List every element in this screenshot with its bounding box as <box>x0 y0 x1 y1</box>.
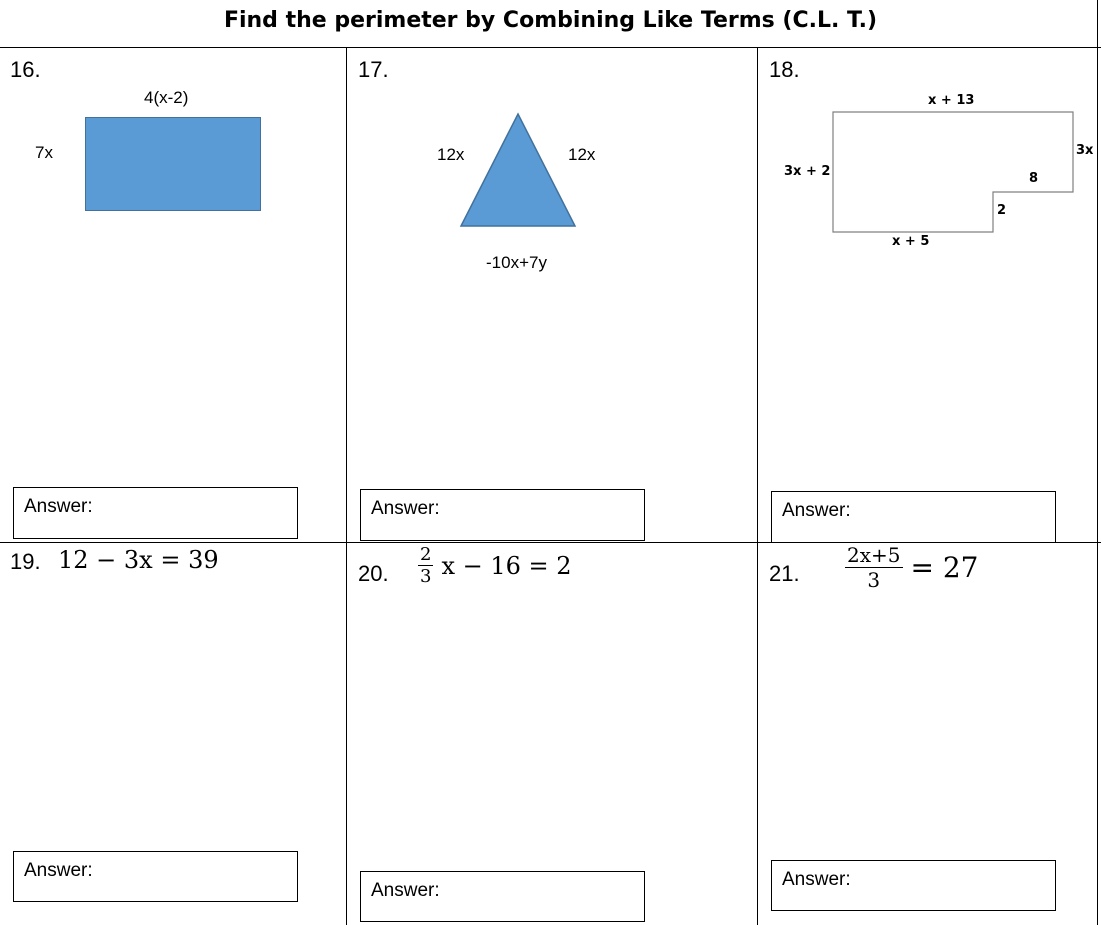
rectangle-left-label: 7x <box>35 143 53 162</box>
column-divider-2 <box>757 47 758 925</box>
l-shape-right-label: 3x <box>1076 143 1094 158</box>
rectangle-top-label: 4(x-2) <box>144 88 189 107</box>
answer-box-17[interactable] <box>360 489 645 541</box>
column-divider-1 <box>346 47 347 925</box>
equation-21-rest: = 27 <box>910 551 979 584</box>
l-shape-left-label: 3x + 2 <box>784 164 831 179</box>
fraction-denominator: 3 <box>420 566 432 587</box>
answer-label: Answer: <box>371 880 440 901</box>
equation-20 <box>418 544 572 587</box>
right-border <box>1097 0 1098 925</box>
answer-label: Answer: <box>24 860 93 881</box>
answer-label: Answer: <box>371 498 440 519</box>
answer-box-20[interactable] <box>360 871 645 922</box>
triangle-shape <box>455 108 585 232</box>
header-divider <box>0 47 1101 48</box>
l-shape-top-label: x + 13 <box>928 93 975 108</box>
answer-label: Answer: <box>782 869 851 890</box>
fraction-21 <box>845 543 903 592</box>
fraction-denominator: 3 <box>867 568 881 592</box>
problem-19-number: 19. <box>10 549 41 574</box>
l-shape-inner-vertical-label: 2 <box>997 203 1007 218</box>
problem-18-number: 18. <box>769 57 800 82</box>
answer-box-18[interactable] <box>771 491 1056 543</box>
fraction-numerator: 2 <box>420 544 432 565</box>
l-shape-bottom-label: x + 5 <box>892 234 930 249</box>
fraction-20 <box>418 544 433 587</box>
triangle-bottom-label: -10x+7y <box>486 253 547 272</box>
answer-box-16[interactable] <box>13 487 298 539</box>
problem-20-number: 20. <box>358 561 389 586</box>
answer-label: Answer: <box>782 500 851 521</box>
triangle-left-label: 12x <box>437 145 465 164</box>
answer-label: Answer: <box>24 496 93 517</box>
answer-box-19[interactable] <box>13 851 298 902</box>
rectangle-shape <box>85 117 261 211</box>
answer-box-21[interactable] <box>771 860 1056 911</box>
fraction-numerator: 2x+5 <box>847 543 901 567</box>
equation-19: 12 − 3x = 39 <box>58 546 219 574</box>
triangle-right-label: 12x <box>568 145 596 164</box>
page-title: Find the perimeter by Combining Like Terms (C.L. T.) <box>223 8 878 33</box>
l-shape-inner-horizontal-label: 8 <box>1029 171 1039 186</box>
problem-16-number: 16. <box>10 57 41 82</box>
equation-20-rest: x − 16 = 2 <box>441 551 572 580</box>
equation-21 <box>845 543 979 592</box>
problem-17-number: 17. <box>358 57 389 82</box>
l-shape <box>825 104 1085 240</box>
problem-21-number: 21. <box>769 561 800 586</box>
